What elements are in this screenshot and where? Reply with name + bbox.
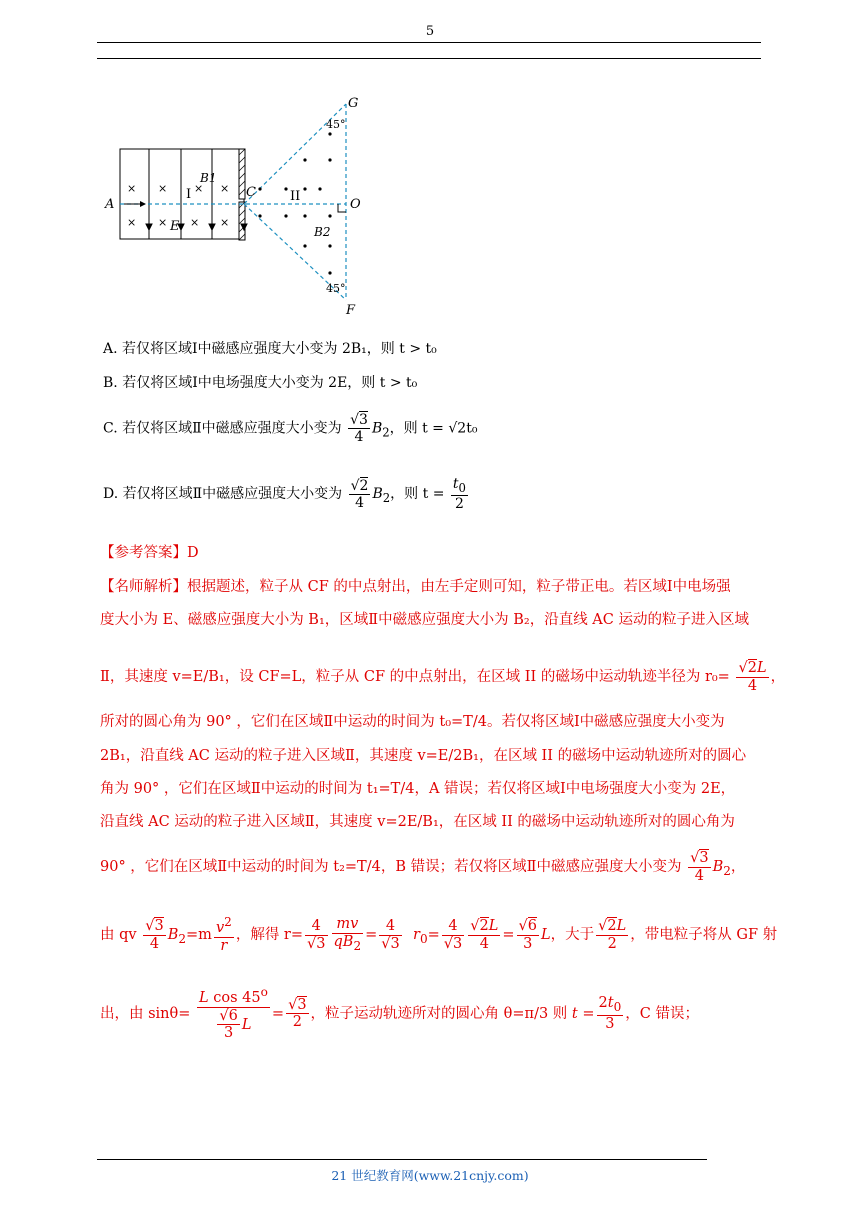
- analysis-line-6: 角为 90° ，它们在区域Ⅱ中运动的时间为 t₁=T/4，A 错误；若仅将区域Ⅰ中电场强度大小变为 2E，: [100, 781, 736, 797]
- label-c: C: [246, 185, 256, 200]
- analysis-line-4: 所对的圆心角为 90° ，它们在区域Ⅱ中运动的时间为 t₀=T/4。若仅将区域Ⅰ中磁感应强度大小变为: [100, 714, 725, 730]
- page-number: 5: [425, 24, 435, 39]
- header-rule-bottom: [97, 58, 761, 59]
- analysis-line-10-a: 出，由 sinθ=: [100, 1005, 191, 1022]
- option-d-result: ，则 t =: [390, 486, 445, 503]
- svg-text:×: ×: [220, 216, 230, 229]
- analysis-line-3: Ⅱ，其速度 v=E/B₁，设 CF=L，粒子从 CF 的中点射出，在区域 II 的磁场中运动轨迹半径为 r₀= $\frac{√2L}{4}$ ，: [100, 660, 786, 694]
- analysis-line-3-text: Ⅱ，其速度 v=E/B₁，设 CF=L，粒子从 CF 的中点射出，在区域 II 的磁场中运动轨迹半径为 r₀=: [100, 669, 730, 686]
- analysis-line-10-c: ，C 错误；: [625, 1005, 699, 1022]
- analysis-line-9-e: ，带电粒子将从 GF 射: [630, 927, 778, 944]
- analysis-line-10: 出，由 sinθ= L cos 45$^o$ $\frac{√6}{3}$ L = $\frac{√3}{2}$ ，粒子运动轨迹所对的圆心角 θ=π/3 则 t = $\frac{2t_0}{3}$ ，C 错误；: [100, 985, 699, 1042]
- analysis-line-8-text: 90° ，它们在区域Ⅱ中运动的时间为 t₂=T/4，B 错误；若仅将区域Ⅱ中磁感应强度大小变为: [100, 859, 682, 876]
- svg-text:×: ×: [127, 182, 137, 195]
- header-rule-top: [97, 42, 761, 43]
- option-d: D. 若仅将区域Ⅱ中磁感应强度大小变为 $\frac{√2}{4}$ $B_2$，则 t = $\frac{t_0}{2}$: [103, 476, 466, 513]
- analysis-line-1: 【名师解析】根据题述，粒子从 CF 的中点射出，由左手定则可知，粒子带正电。若区域Ⅰ中电场强: [100, 579, 731, 595]
- label-region-one: I: [186, 187, 192, 202]
- label-f: F: [346, 303, 356, 318]
- analysis-line-9-b: =m: [186, 927, 212, 944]
- label-angle-bottom: 45°: [326, 282, 346, 295]
- analysis-line-9-a: 由 qv: [100, 927, 137, 944]
- analysis-line-5: 2B₁，沿直线 AC 运动的粒子进入区域Ⅱ，其速度 v=E/2B₁，在区域 II 的磁场中运动轨迹所对的圆心: [100, 748, 747, 764]
- svg-text:×: ×: [127, 216, 137, 229]
- option-c-result: ，则 t = √2t₀: [389, 420, 478, 437]
- analysis-line-7: 沿直线 AC 运动的粒子进入区域Ⅱ，其速度 v=2E/B₁，在区域 II 的磁场中运动轨迹所对的圆心角为: [100, 814, 735, 830]
- analysis-line-9-c: ，解得 r=: [235, 927, 304, 944]
- physics-diagram: [100, 90, 370, 320]
- option-a: A. 若仅将区域Ⅰ中磁感应强度大小变为 2B₁，则 t > t₀: [103, 341, 437, 357]
- option-c-text: C. 若仅将区域Ⅱ中磁感应强度大小变为: [103, 420, 342, 437]
- option-c: C. 若仅将区域Ⅱ中磁感应强度大小变为 $\frac{√3}{4}$ $B_2$，则 t = √2t₀: [103, 412, 478, 446]
- footer-rule: [97, 1159, 707, 1160]
- label-a: A: [105, 197, 115, 212]
- label-b2: B2: [314, 225, 331, 239]
- reference-answer: 【参考答案】D: [100, 545, 199, 561]
- svg-text:×: ×: [158, 216, 168, 229]
- svg-text:×: ×: [194, 182, 204, 195]
- option-b: B. 若仅将区域Ⅰ中电场强度大小变为 2E，则 t > t₀: [103, 375, 418, 391]
- label-e: E: [170, 219, 180, 234]
- label-b1: B1: [200, 171, 217, 185]
- label-o: O: [350, 197, 361, 212]
- label-region-two: II: [290, 189, 301, 204]
- svg-text:×: ×: [220, 182, 230, 195]
- svg-text:×: ×: [158, 182, 168, 195]
- analysis-line-8: 90° ，它们在区域Ⅱ中运动的时间为 t₂=T/4，B 错误；若仅将区域Ⅱ中磁感应强度大小变为 $\frac{√3}{4}$ $B_2$，: [100, 850, 746, 884]
- analysis-line-2: 度大小为 E、磁感应强度大小为 B₁，区域Ⅱ中磁感应强度大小为 B₂，沿直线 AC 运动的粒子进入区域: [100, 612, 749, 628]
- label-g: G: [348, 96, 359, 111]
- analysis-line-9-d: ，大于: [550, 927, 595, 944]
- label-angle-top: 45°: [326, 118, 346, 131]
- footer-text[interactable]: 21 世纪教育网(www.21cnjy.com): [331, 1168, 529, 1183]
- option-d-text: D. 若仅将区域Ⅱ中磁感应强度大小变为: [103, 486, 343, 503]
- analysis-line-9: 由 qv $\frac{√3}{4}$ $B_2=m$ $\frac{v^2}{r}$ ，解得 r= $\frac{4}{√3}$ $\frac{mv}{qB_2}$ = $\frac{4}{√3}$ $r_0=$ $\frac{4}{√3}$ $\frac{√2L}{4}$ = $\frac{√6}{3}$ L，大于 $\frac{√2L}{2}$ ，带电粒子将从 GF 射: [100, 915, 778, 954]
- svg-text:×: ×: [190, 216, 200, 229]
- analysis-line-10-b: ，粒子运动轨迹所对的圆心角 θ=π/3 则: [310, 1005, 568, 1022]
